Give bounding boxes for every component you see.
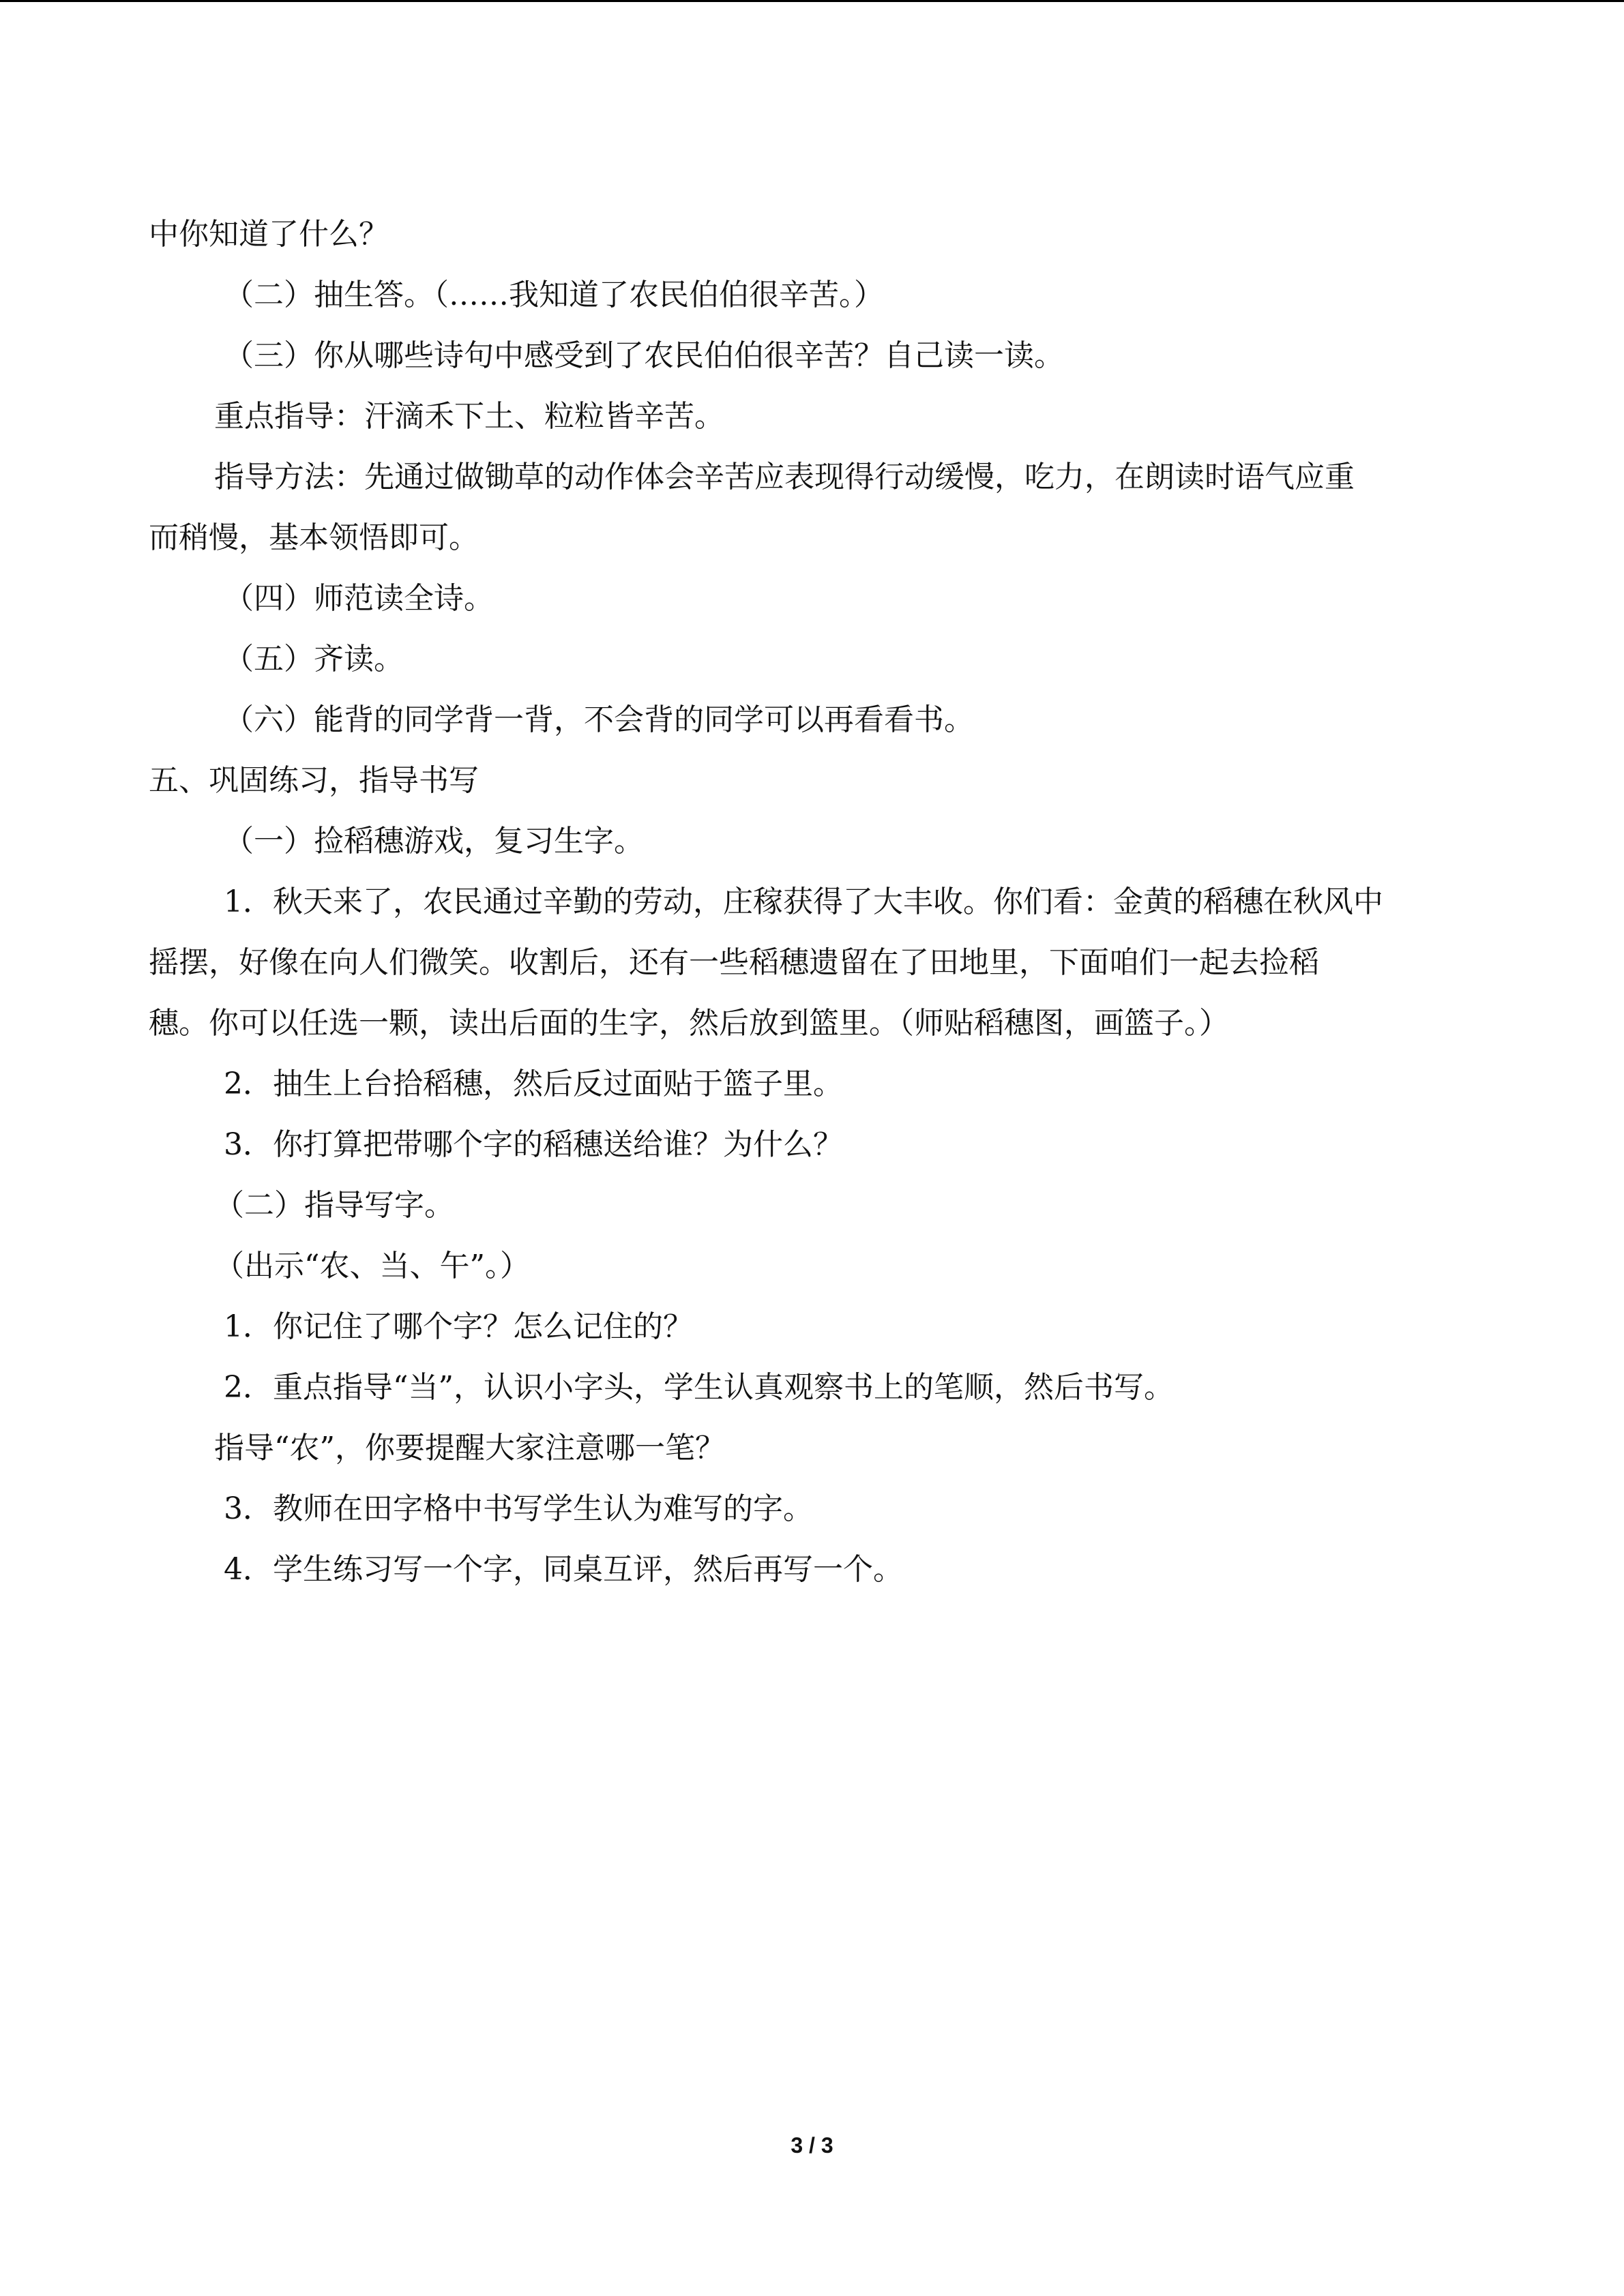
paragraph-line: 重点指导：汗滴禾下土、粒粒皆辛苦。 (214, 399, 724, 434)
document-body (149, 213, 1486, 1609)
paragraph-line: 1．你记住了哪个字？怎么记住的？ (224, 1309, 693, 1344)
page-number: 3 / 3 (791, 2133, 833, 2158)
paragraph-line: （二）指导写字。 (214, 1188, 454, 1223)
paragraph-line: （一）捡稻穗游戏，复习生字。 (224, 824, 644, 859)
paragraph-line: （五）齐读。 (224, 642, 404, 676)
paragraph-line: 3．教师在田字格中书写学生认为难写的字。 (224, 1491, 813, 1526)
paragraph-line: 4．学生练习写一个字，同桌互评，然后再写一个。 (224, 1552, 903, 1587)
paragraph-line: （六）能背的同学背一背，不会背的同学可以再看看书。 (224, 702, 974, 737)
top-border-line (0, 0, 1624, 2)
paragraph-line: （出示“农、当、午”。） (214, 1249, 530, 1283)
paragraph-line: 穗。你可以任选一颗，读出后面的生字，然后放到篮里。（师贴稻穗图，画篮子。） (149, 1006, 1229, 1041)
paragraph-line: 3．你打算把带哪个字的稻穗送给谁？为什么？ (224, 1127, 843, 1162)
paragraph-line: 2．重点指导“当”，认识小字头，学生认真观察书上的笔顺，然后书写。 (224, 1370, 1174, 1405)
paragraph-line: （二）抽生答。（……我知道了农民伯伯很辛苦。） (224, 278, 884, 312)
paragraph-line: 中你知道了什么？ (149, 217, 389, 252)
section-heading: 五、巩固练习，指导书写 (149, 763, 479, 798)
paragraph-line: 2．抽生上台拾稻穗，然后反过面贴于篮子里。 (224, 1067, 843, 1101)
paragraph-line: （四）师范读全诗。 (224, 581, 494, 616)
paragraph-line: 指导“农”，你要提醒大家注意哪一笔？ (214, 1431, 725, 1465)
paragraph-line: 指导方法：先通过做锄草的动作体会辛苦应表现得行动缓慢，吃力，在朗读时语气应重 (214, 460, 1355, 494)
paragraph-line: 摇摆，好像在向人们微笑。收割后，还有一些稻穗遗留在了田地里，下面咱们一起去捡稻 (149, 945, 1319, 980)
paragraph-line: 而稍慢，基本领悟即可。 (149, 520, 479, 555)
paragraph-line: （三）你从哪些诗句中感受到了农民伯伯很辛苦？自己读一读。 (224, 338, 1064, 373)
paragraph-line: 1．秋天来了，农民通过辛勤的劳动，庄稼获得了大丰收。你们看：金黄的稻穗在秋风中 (224, 884, 1383, 919)
